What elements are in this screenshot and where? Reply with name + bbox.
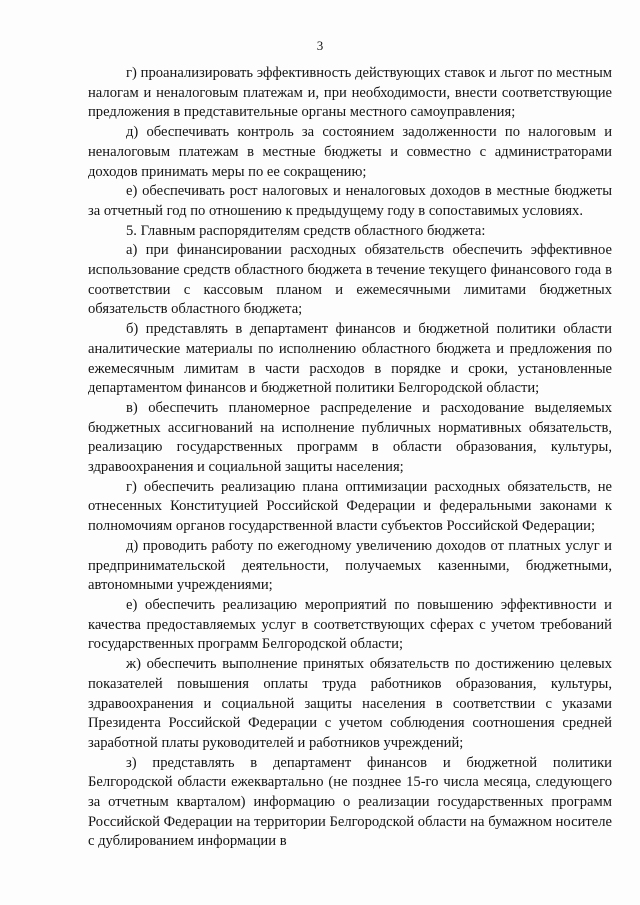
- paragraph-g-local-taxes-analysis: г) проанализировать эффективность действующих ставок и льгот по местным налогам и неналоговым платежам и, при необходимости, внести соответствующие предложения в представительные органы местного самоуправления;: [88, 65, 612, 121]
- paragraph-b-analytical-materials: б) представлять в департамент финансов и бюджетной политики области аналитические материалы по исполнению областного бюджета и предложения по ежемесячным лимитам в части расходов в порядке и сроки, установленные департаментом финансов и бюджетной политики Белгородской области;: [88, 321, 612, 397]
- paragraph-zh-salary-targets: ж) обеспечить выполнение принятых обязательств по достижению целевых показателей повышения оплаты труда работников образования, культуры, здравоохранения и социальной защиты населения в соответствии с указами Президента Российской Федерации с учетом соблюдения соотношения средней заработной платы руководителей и работников учреждений;: [88, 656, 612, 751]
- paragraph-e-revenue-growth: е) обеспечивать рост налоговых и неналоговых доходов в местные бюджеты за отчетный год по отношению к предыдущему году в сопоставимых условиях.: [88, 183, 612, 219]
- paragraph-d-debt-control: д) обеспечивать контроль за состоянием задолженности по налоговым и неналоговым платежам в местные бюджеты и совместно с администраторами доходов принимать меры по ее сокращению;: [88, 124, 612, 180]
- paragraph-e-service-quality: е) обеспечить реализацию мероприятий по повышению эффективности и качества предоставляемых услуг в соответствующих сферах с учетом требований государственных программ Белгородской области;: [88, 596, 612, 653]
- paragraph-v-budget-allocations: в) обеспечить планомерное распределение и расходование выделяемых бюджетных ассигнований на исполнение публичных нормативных обязательств, реализацию государственных программ в области образования, культуры, здравоохранения и социальной защиты населения;: [88, 399, 612, 476]
- paragraph-g-optimization-plan: г) обеспечить реализацию плана оптимизации расходных обязательств, не отнесенных Конституцией Российской Федерации и федеральными законами к полномочиям органов государственной власти субъектов Российской Федерации;: [88, 478, 612, 535]
- paragraph-z-quarterly-reporting: з) представлять в департамент финансов и бюджетной политики Белгородской области ежеквартально (не позднее 15-го числа месяца, следующего за отчетным кварталом) информацию о реализации государственных программ Российской Федерации на территории Белгородской области на бумажном носителе с дублированием информации в: [88, 754, 612, 850]
- page-number: 3: [316, 38, 324, 53]
- paragraph-a-efficient-spending: а) при финансировании расходных обязательств обеспечить эффективное использование средств областного бюджета в течение текущего финансового года в соответствии с кассовым планом и ежемесячными лимитами бюджетных обязательств областного бюджета;: [88, 242, 612, 318]
- section-5-heading: 5. Главным распорядителям средств областного бюджета:: [126, 222, 486, 239]
- document-body: [88, 64, 612, 852]
- paragraph-d-paid-services-income: д) проводить работу по ежегодному увеличению доходов от платных услуг и предпринимательской деятельности, получаемых казенными, бюджетными, автономными учреждениями;: [88, 537, 612, 594]
